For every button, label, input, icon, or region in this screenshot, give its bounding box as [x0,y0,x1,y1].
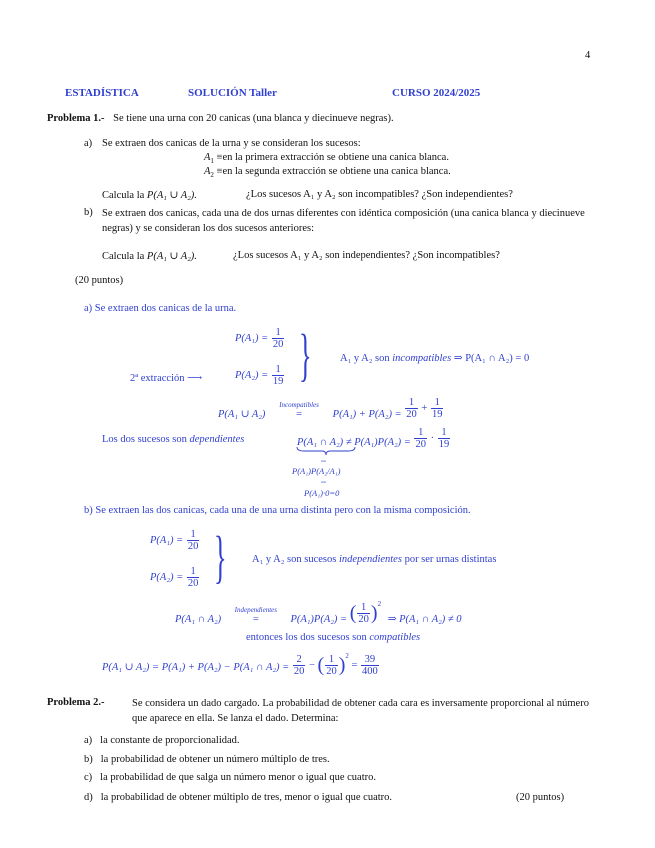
problem-2-label: Problema 2.- [47,697,105,708]
eq-mark-2: ‖ [318,481,327,483]
eq-mark-1: ‖ [318,460,327,462]
incompatible-conclusion: A₁ y A₂ son incompatibles ⇒ P(A₁ ∩ A₂) = 0 [340,353,530,364]
final-result-fraction: $\frac{39}{400}$ [362,654,378,678]
right-brace-b: } [214,524,227,589]
page-number: 4 [585,50,591,61]
p-a1-label: P(A₁) = [235,332,269,344]
problem-1-a-text: Se extraen dos canicas de la urna y se consideran los sucesos: [102,138,361,149]
incompatibles-annotation: Incompatibles [279,400,319,409]
p-a1-row [235,327,285,350]
header-course: CURSO 2024/2025 [392,87,481,99]
incompatible-word: incompatibles [392,353,452,364]
problem-1-b-question: ¿Los sucesos A₁ y A₂ son independientes? ¿Son incompatibles? [233,250,500,261]
dependent-statement: Los dos sucesos son dependientes [102,434,245,445]
problem-2-points: (20 puntos) [516,792,565,803]
problem-2-item-d: d) la probabilidad de obtener múltiplo de tres, menor o igual que cuatro. [84,792,393,803]
header-subject: ESTADÍSTICA [65,87,139,99]
problem-1-a-calc: Calcula la P(A₁ ∪ A₂). [102,190,197,201]
chain-conditional: P(A₁)P(A₂/A₁) [292,466,341,476]
problem-1-b-calc-expr: P(A₁ ∪ A₂). [146,251,197,262]
second-extraction-label: 2ª extracción ⟶ [130,373,203,384]
event-a1-definition: $A_1 \equiv en$ la primera extracción se obtiene una canica blanca. [204,152,449,166]
solution-b-heading: b) Se extraen las dos canicas, cada una de una urna distinta pero con la misma composición. [84,505,471,516]
dependent-word: dependientes [189,434,245,445]
event-a2-definition: $A_2 \equiv en$ la segunda extracción se obtiene una canica blanca. [204,166,451,180]
solution-a-heading: a) Se extraen dos canicas de la urna. [84,303,237,314]
problem-1-b-calc: Calcula la P(A₁ ∪ A₂). [102,251,197,262]
independent-statement: A₁ y A₂ son sucesos independientes por ser urnas distintas [252,554,497,565]
event-a2-name: A [204,166,211,177]
intersection-product-equation: P(A₁ ∩ A₂) Independientes = P(A₁)P(A₂) = ( $\frac{1}{20}$ )$^2$ ⇒ P(A₁ ∩ A₂) ≠ 0 [175,600,462,626]
problem-1-b-text: Se extraen dos canicas, cada una de dos urnas diferentes con idéntica composición (una canica blanca y diecinueve negras) y se consideran los dos sucesos anteriores: [102,208,585,234]
independent-word: independientes [338,554,402,565]
p-a2-row-b: P(A₂) = $\frac{1}{20}$ [150,566,199,590]
fraction-1-19: $\frac{1}{19}$ [272,364,284,388]
underbrace [296,446,356,456]
event-a1-def: ≡en la primera extracción se obtiene una canica blanca. [213,152,449,163]
compatible-word: compatibles [369,632,421,643]
problem-1-b-marker: b) [84,207,93,218]
problem-1-points: (20 puntos) [75,275,124,286]
final-union-equation: P(A₁ ∪ A₂) = P(A₁) + P(A₂) − P(A₁ ∩ A₂) = $\frac{2}{20}$ − ( $\frac{1}{20}$ )$^2$ = $\frac{39}{400}$ [102,652,378,678]
problem-1-a-calc-expr: P(A₁ ∪ A₂). [146,190,197,201]
problem-2-item-c: c) la probabilidad de que salga un número menor o igual que cuatro. [84,772,377,783]
independientes-annotation: Independientes [234,606,277,614]
right-brace: } [299,322,312,387]
problem-1-a-question: ¿Los sucesos A₁ y A₂ son incompatibles? ¿Son independientes? [246,189,513,200]
problem-1-a-marker: a) [84,138,93,149]
problem-1-intro-text: Se tiene una urna con 20 canicas (una blanca y diecinueve negras). [113,113,394,124]
compatible-statement: entonces los dos sucesos son compatibles [246,632,421,643]
chain-zero: P(A₁)·0=0 [304,488,340,498]
event-a1-name: A [204,152,211,163]
intersection-underbraced: P(A₁ ∩ A₂) [297,436,344,448]
header-title: SOLUCIÓN Taller [188,87,277,99]
problem-1-intro [47,113,394,124]
union-equation: P(A₁ ∪ A₂) Incompatibles = P(A₁) + P(A₂) = $\frac{1}{20}$ + $\frac{1}{19}$ [218,397,443,421]
fraction-1-20: $\frac{1}{20}$ [272,327,284,351]
problem-2-item-a: a) la constante de proporcionalidad. [84,735,240,746]
p-a1-row-b: P(A₁) = $\frac{1}{20}$ [150,529,199,553]
p-a2-label: P(A₂) = [235,369,269,381]
problem-2-item-b: b) la probabilidad de obtener un número múltiplo de tres. [84,754,330,765]
p-a2-row [235,364,285,387]
event-a2-def: ≡en la segunda extracción se obtiene una canica blanca. [213,166,451,177]
intersection-inequality: P(A₁ ∩ A₂) ≠ P(A₁)P(A₂) = $\frac{1}{20}$ · $\frac{1}{19}$ [297,427,450,451]
problem-2-text: Se considera un dado cargado. La probabilidad de obtener cada cara es inversamente proporcional al número que aparece en ella. Se lanza el dado. Determina: [132,698,589,724]
problem-1-label: Problema 1.- [47,113,105,124]
